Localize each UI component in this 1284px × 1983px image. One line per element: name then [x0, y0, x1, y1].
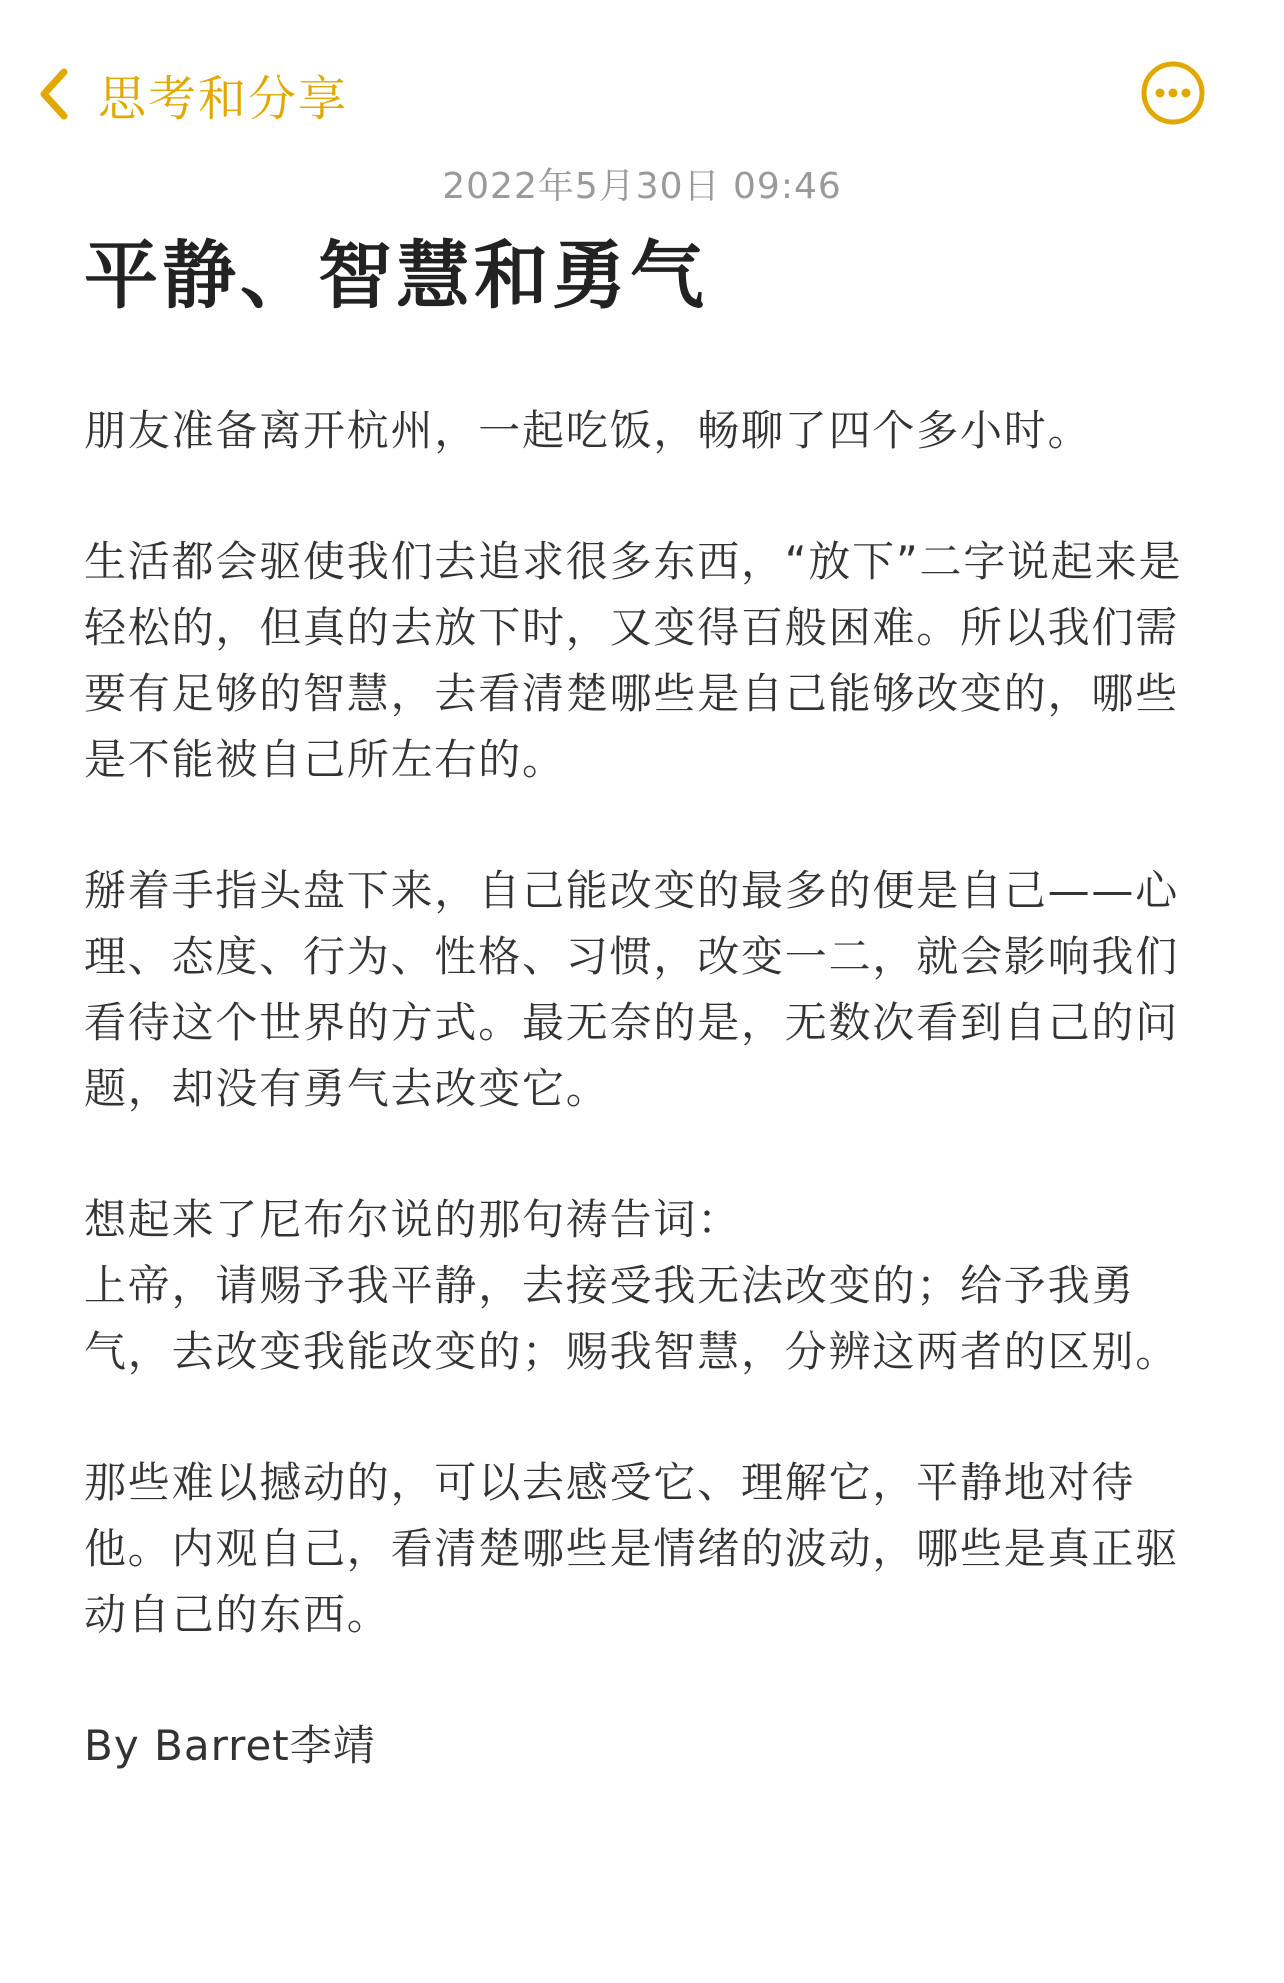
more-button[interactable]: [1140, 60, 1206, 126]
note-timestamp: 2022年5月30日 09:46: [442, 166, 842, 207]
back-button-label: 思考和分享: [98, 70, 349, 127]
note-title: 平静、智慧和勇气: [84, 233, 708, 319]
note-paragraph: 掰着手指头盘下来，自己能改变的最多的便是自己——心理、态度、行为、性格、习惯，改变一二，就会影响我们看待这个世界的方式。最无奈的是，无数次看到自己的问题，却没有勇气去改变它。: [84, 866, 1180, 1113]
note-paragraph: 想起来了尼布尔说的那句祷告词： 上帝，请赐予我平静，去接受我无法改变的；给予我勇气，去改变我能改变的；赐我智慧，分辨这两者的区别。: [84, 1195, 1180, 1376]
note-body: [84, 398, 1200, 1779]
note-paragraph: 生活都会驱使我们去追求很多东西，“放下”二字说起来是轻松的，但真的去放下时，又变得百般困难。所以我们需要有足够的智慧，去看清楚哪些是自己能够改变的，哪些是不能被自己所左右的。: [84, 537, 1183, 784]
chevron-left-icon: [36, 64, 72, 124]
back-button[interactable]: [36, 58, 348, 130]
more-circle-icon: [1140, 60, 1206, 126]
note-paragraph: 那些难以撼动的，可以去感受它、理解它，平静地对待他。内观自己，看清楚哪些是情绪的波动，哪些是真正驱动自己的东西。: [84, 1458, 1180, 1639]
note-paragraph: 朋友准备离开杭州，一起吃饭，畅聊了四个多小时。: [84, 406, 1092, 455]
note-signature: By Barret李靖: [84, 1721, 376, 1770]
